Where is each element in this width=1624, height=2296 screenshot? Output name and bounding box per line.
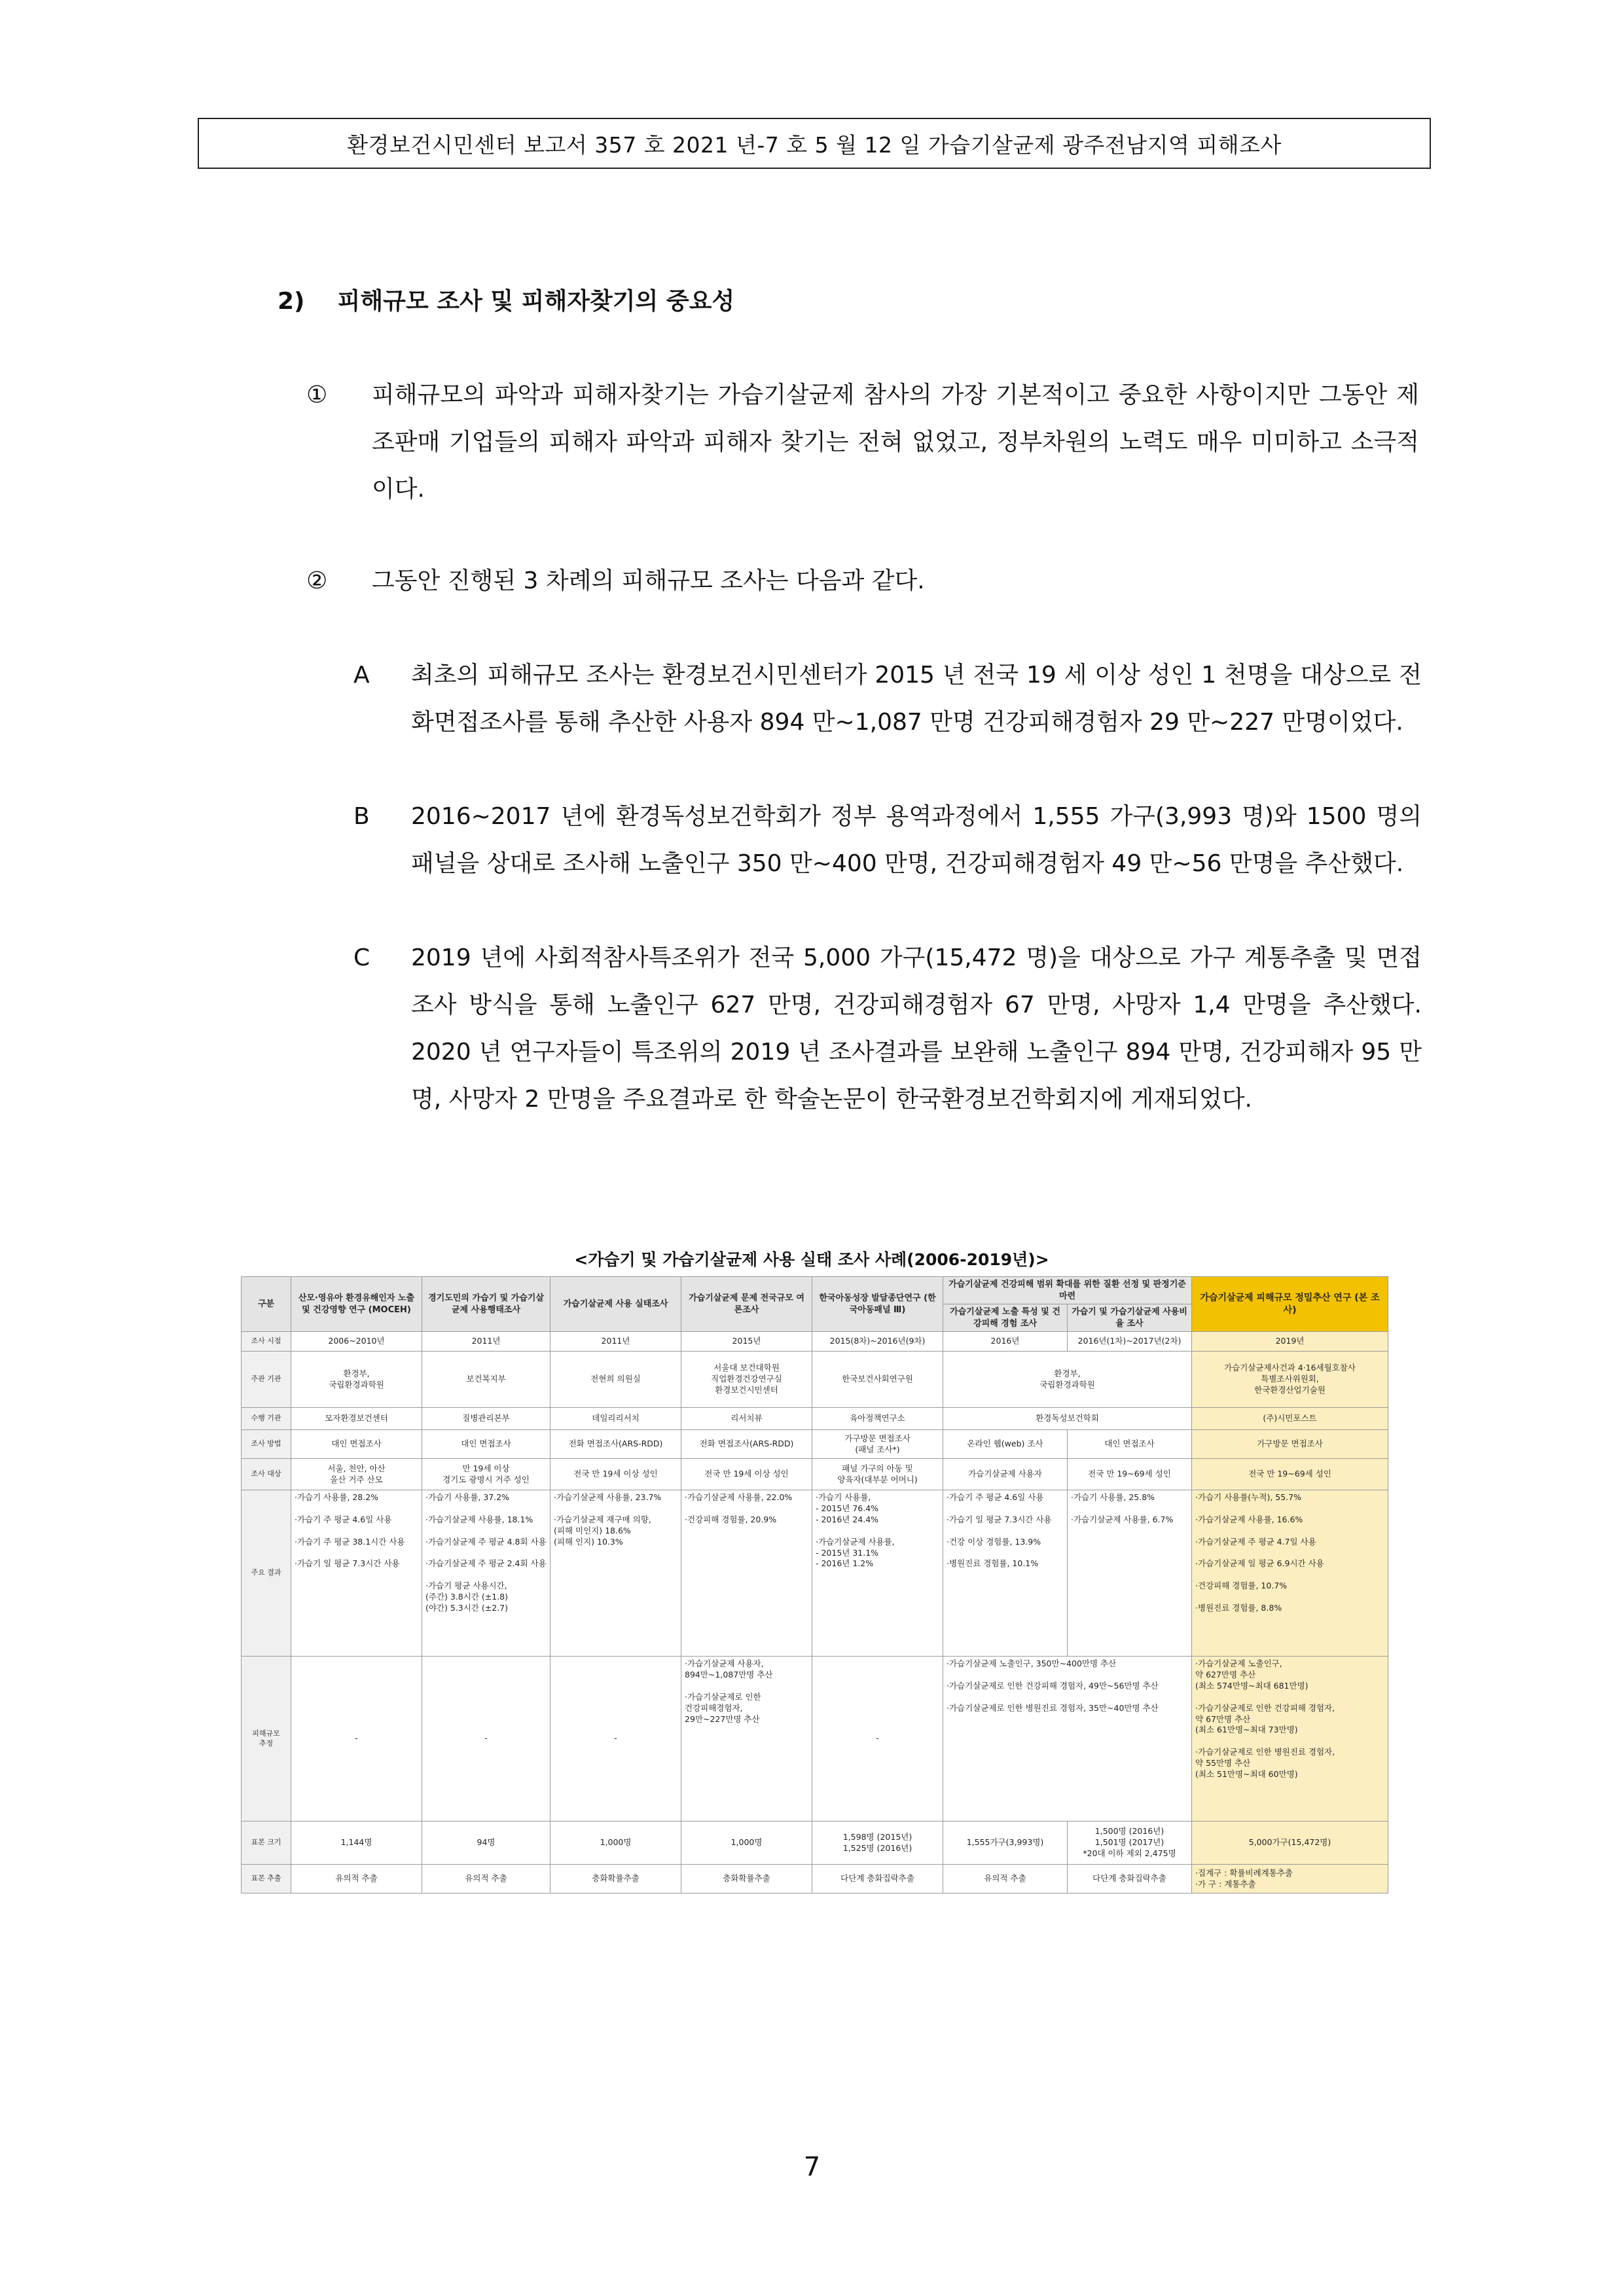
paragraph-marker: ②: [306, 567, 328, 594]
table-cell: 다단계 층화집락추출: [812, 1865, 943, 1893]
table-cell: 대인 면접조사: [422, 1430, 550, 1459]
sub-item-marker: A: [353, 662, 370, 689]
sub-item-marker: B: [353, 803, 370, 830]
table-cell: 유의적 추출: [422, 1865, 550, 1893]
table-cell: 유의적 추출: [943, 1865, 1068, 1893]
table-row: [242, 1430, 1388, 1459]
header-gyeonggi: 경기도민의 가습기 및 가습기살균제 사용행태조사: [422, 1277, 550, 1332]
table-cell: 층화확률추출: [550, 1865, 681, 1893]
table-cell: 환경부, 국립환경과학원: [291, 1352, 422, 1408]
table-cell: ·집계구 : 확률비례계통추출 ·가 구 : 계통추출: [1192, 1865, 1388, 1893]
table-row: [242, 1459, 1388, 1490]
table-cell: 환경독성보건학회: [943, 1408, 1192, 1430]
table-cell: -: [422, 1657, 550, 1821]
table-cell: 질병관리본부: [422, 1408, 550, 1430]
table-cell: 2015(8차)~2016년(9차): [812, 1332, 943, 1352]
table-cell: 서울대 보건대학원 직업환경건강연구실 환경보건시민센터: [681, 1352, 812, 1408]
section-title: 2) 피해규모 조사 및 피해자찾기의 중요성: [278, 288, 735, 315]
table-cell: 전국 만 19세 이상 성인: [681, 1459, 812, 1490]
header-usage-rate-survey: 가습기 및 가습기살균제 사용비율 조사: [1068, 1304, 1192, 1332]
table-cell: 전화 면접조사(ARS-RDD): [550, 1430, 681, 1459]
table-cell: 2016년: [943, 1332, 1068, 1352]
table-cell: 1,144명: [291, 1821, 422, 1865]
table-cell: 2016년(1차)~2017년(2차): [1068, 1332, 1192, 1352]
header-exposure-survey: 가습기살균제 노출 특성 및 건강피해 경험 조사: [943, 1304, 1068, 1332]
header-national-poll: 가습기살균제 문제 전국규모 여론조사: [681, 1277, 812, 1332]
table-cell: ·가습기 사용률, 25.8% ·가습기살균제 사용률, 6.7%: [1068, 1490, 1192, 1657]
table-cell: 2006~2010년: [291, 1332, 422, 1352]
table-row: [242, 1408, 1388, 1430]
table-cell: 가습기살균제 사용자: [943, 1459, 1068, 1490]
paragraph-text: 피해규모의 파악과 피해자찾기는 가습기살균제 참사의 가장 기본적이고 중요한 사항이지만 그동안 제조판매 기업들의 피해자 파악과 피해자 찾기는 전혀 없었고, 정부차원의 노력도 매우 미미하고 소극적이다.: [372, 382, 1419, 503]
row-label: 주관 기관: [242, 1352, 291, 1408]
row-label: 피해규모 추정: [242, 1657, 291, 1821]
table-cell: 1,000명: [550, 1821, 681, 1865]
survey-table: [241, 1276, 1388, 1893]
table-cell: 유의적 추출: [291, 1865, 422, 1893]
table-cell: 만 19세 이상 경기도 광명시 거주 성인: [422, 1459, 550, 1490]
table-cell: 대인 면접조사: [1068, 1430, 1192, 1459]
table-cell: ·가습기 사용률, - 2015년 76.4% - 2016년 24.4% ·가습기살균제 사용률, - 2015년 31.1% - 2016년 1.2%: [812, 1490, 943, 1657]
table-cell: 전화 면접조사(ARS-RDD): [681, 1430, 812, 1459]
table-cell: 온라인 웹(web) 조사: [943, 1430, 1068, 1459]
table-cell: 보건복지부: [422, 1352, 550, 1408]
table-row: [242, 1657, 1388, 1821]
table-cell: 대인 면접조사: [291, 1430, 422, 1459]
sub-item-b: [353, 793, 1422, 888]
table-cell: 5,000가구(15,472명): [1192, 1821, 1388, 1865]
paragraph-2: [306, 558, 1419, 605]
table-cell: 리서치뷰: [681, 1408, 812, 1430]
row-label: 조사 대상: [242, 1459, 291, 1490]
sub-item-text: 2016~2017 년에 환경독성보건학회가 정부 용역과정에서 1,555 가구(3,993 명)와 1500 명의 패널을 상대로 조사해 노출인구 350 만~400 만명, 건강피해경험자 49 만~56 만명을 추산했다.: [411, 803, 1422, 877]
table-cell: ·가습기 사용률, 28.2% ·가습기 주 평균 4.6일 사용 ·가습기 주 평균 38.1시간 사용 ·가습기 일 평균 7.3시간 사용: [291, 1490, 422, 1657]
table-row: [242, 1352, 1388, 1408]
table-cell: 1,598명 (2015년) 1,525명 (2016년): [812, 1821, 943, 1865]
sub-item-text: 2019 년에 사회적참사특조위가 전국 5,000 가구(15,472 명)을 대상으로 가구 계통추출 및 면접조사 방식을 통해 노출인구 627 만명, 건강피해경험자 67 만명, 사망자 1,4 만명을 추산했다. 2020 년 연구자들이 특조위의 2019 년 조사결과를 보완해 노출인구 894 만명, 건강피해자 95 만명, 사망자 2 만명을 주요결과로 한 학술논문이 한국환경보건학회지에 게재되었다.: [411, 944, 1422, 1113]
table-cell: 데일리리서치: [550, 1408, 681, 1430]
table-cell: 94명: [422, 1821, 550, 1865]
table-cell: -: [291, 1657, 422, 1821]
header-category: 구분: [242, 1277, 291, 1332]
table-cell: 2019년: [1192, 1332, 1388, 1352]
table-cell: 2011년: [550, 1332, 681, 1352]
table-cell: ·가습기살균제 노출인구, 350만~400만명 추산 ·가습기살균제로 인한 건강피해 경험자, 49만~56만명 추산 ·가습기살균제로 인한 병원진료 경험자, 35만~40만명 추산: [943, 1657, 1192, 1821]
table-cell: ·가습기살균제 사용률, 22.0% ·건강피해 경험률, 20.9%: [681, 1490, 812, 1657]
table-cell: 전국 만 19세 이상 성인: [550, 1459, 681, 1490]
table-row: [242, 1332, 1388, 1352]
table-cell: 2011년: [422, 1332, 550, 1352]
paragraph-1: [306, 372, 1419, 513]
table-row: [242, 1865, 1388, 1893]
table-row: [242, 1821, 1388, 1865]
header-this-study: 가습기살균제 피해규모 정밀추산 연구 (본 조사): [1192, 1277, 1388, 1332]
table-row: [242, 1490, 1388, 1657]
table-cell: 육아정책연구소: [812, 1408, 943, 1430]
table-cell: 환경부, 국립환경과학원: [943, 1352, 1192, 1408]
table-cell: ·가습기살균제 노출인구, 약 627만명 추산 (최소 574만명~최대 681만명) ·가습기살균제로 인한 건강피해 경험자, 약 67만명 추산 (최소 61만명~최대 73만명) ·가습기살균제로 인한 병원진료 경험자, 약 55만명 추산 (최소 51만명~최대 60만명): [1192, 1657, 1388, 1821]
table-cell: 한국보건사회연구원: [812, 1352, 943, 1408]
header-disease-criteria: 가습기살균제 건강피해 범위 확대를 위한 질환 선정 및 판정기준 마련: [943, 1277, 1192, 1304]
sub-item-a: [353, 652, 1422, 746]
table-cell: 1,500명 (2016년) 1,501명 (2017년) *20대 이하 제외 2,475명: [1068, 1821, 1192, 1865]
sub-item-text: 최초의 피해규모 조사는 환경보건시민센터가 2015 년 전국 19 세 이상 성인 1 천명을 대상으로 전화면접조사를 통해 추산한 사용자 894 만~1,087 만명 건강피해경험자 29 만~227 만명이었다.: [411, 662, 1422, 736]
row-label: 표본 추출: [242, 1865, 291, 1893]
table-cell: 패널 가구의 아동 및 양육자(대부분 어머니): [812, 1459, 943, 1490]
header-child-panel: 한국아동성장 발달종단연구 (한국아동패널 Ⅲ): [812, 1277, 943, 1332]
table-cell: 다단계 층화집락추출: [1068, 1865, 1192, 1893]
table-cell: 가습기살균제사건과 4·16세월호참사 특별조사위원회, 한국환경산업기술원: [1192, 1352, 1388, 1408]
table-cell: 1,000명: [681, 1821, 812, 1865]
table-cell: 모자환경보건센터: [291, 1408, 422, 1430]
table-cell: 가구방문 면접조사 (패널 조사*): [812, 1430, 943, 1459]
row-label: 주요 결과: [242, 1490, 291, 1657]
table-cell: 전국 만 19~69세 성인: [1068, 1459, 1192, 1490]
row-label: 표본 크기: [242, 1821, 291, 1865]
table-header-row: [242, 1277, 1388, 1304]
row-label: 조사 방법: [242, 1430, 291, 1459]
table-cell: 층화확률추출: [681, 1865, 812, 1893]
table-title: <가습기 및 가습기살균제 사용 실태 조사 사례(2006-2019년)>: [574, 1250, 1049, 1269]
table-cell: ·가습기살균제 사용자, 894만~1,087만명 추산 ·가습기살균제로 인한 건강피해경험자, 29만~227만명 추산: [681, 1657, 812, 1821]
table-cell: ·가습기 사용률, 37.2% ·가습기살균제 사용률, 18.1% ·가습기살균제 주 평균 4.8회 사용 ·가습기살균제 주 평균 2.4회 사용 ·가습기 평균 사용시간, (주간) 3.8시간 (±1.8) (야간) 5.3시간 (±2.7): [422, 1490, 550, 1657]
sub-item-c: [353, 935, 1422, 1123]
table-cell: 전국 만 19~69세 성인: [1192, 1459, 1388, 1490]
row-label: 수행 기관: [242, 1408, 291, 1430]
table-cell: ·가습기 주 평균 4.6일 사용 ·가습기 일 평균 7.3시간 사용 ·건강 이상 경험률, 13.9% ·병원진료 경험률, 10.1%: [943, 1490, 1068, 1657]
table-cell: -: [550, 1657, 681, 1821]
table-cell: (주)시민포스트: [1192, 1408, 1388, 1430]
table-cell: 2015년: [681, 1332, 812, 1352]
table-cell: ·가습기 사용률(누적), 55.7% ·가습기살균제 사용률, 16.6% ·가습기살균제 주 평균 4.7일 사용 ·가습기살균제 일 평균 6.9시간 사용 ·건강피해 경험률, 10.7% ·병원진료 경험률, 8.8%: [1192, 1490, 1388, 1657]
table-cell: 1,555가구(3,993명): [943, 1821, 1068, 1865]
report-header: 환경보건시민센터 보고서 357 호 2021 년-7 호 5 월 12 일 가습기살균제 광주전남지역 피해조사: [198, 118, 1431, 169]
paragraph-marker: ①: [306, 382, 328, 408]
sub-item-marker: C: [353, 944, 370, 971]
paragraph-text: 그동안 진행된 3 차례의 피해규모 조사는 다음과 같다.: [372, 567, 925, 594]
page-number: 7: [803, 2152, 821, 2182]
header-usage-survey: 가습기살균제 사용 실태조사: [550, 1277, 681, 1332]
table-cell: 가구방문 면접조사: [1192, 1430, 1388, 1459]
header-moceh: 산모·영유아 환경유해인자 노출 및 건강영향 연구 (MOCEH): [291, 1277, 422, 1332]
table-cell: 서울, 천안, 아산 울산 거주 산모: [291, 1459, 422, 1490]
table-cell: ·가습기살균제 사용률, 23.7% ·가습기살균제 재구매 의향, (피해 미인지) 18.6% (피해 인지) 10.3%: [550, 1490, 681, 1657]
table-cell: -: [812, 1657, 943, 1821]
row-label: 조사 시점: [242, 1332, 291, 1352]
table-cell: 전현희 의원실: [550, 1352, 681, 1408]
